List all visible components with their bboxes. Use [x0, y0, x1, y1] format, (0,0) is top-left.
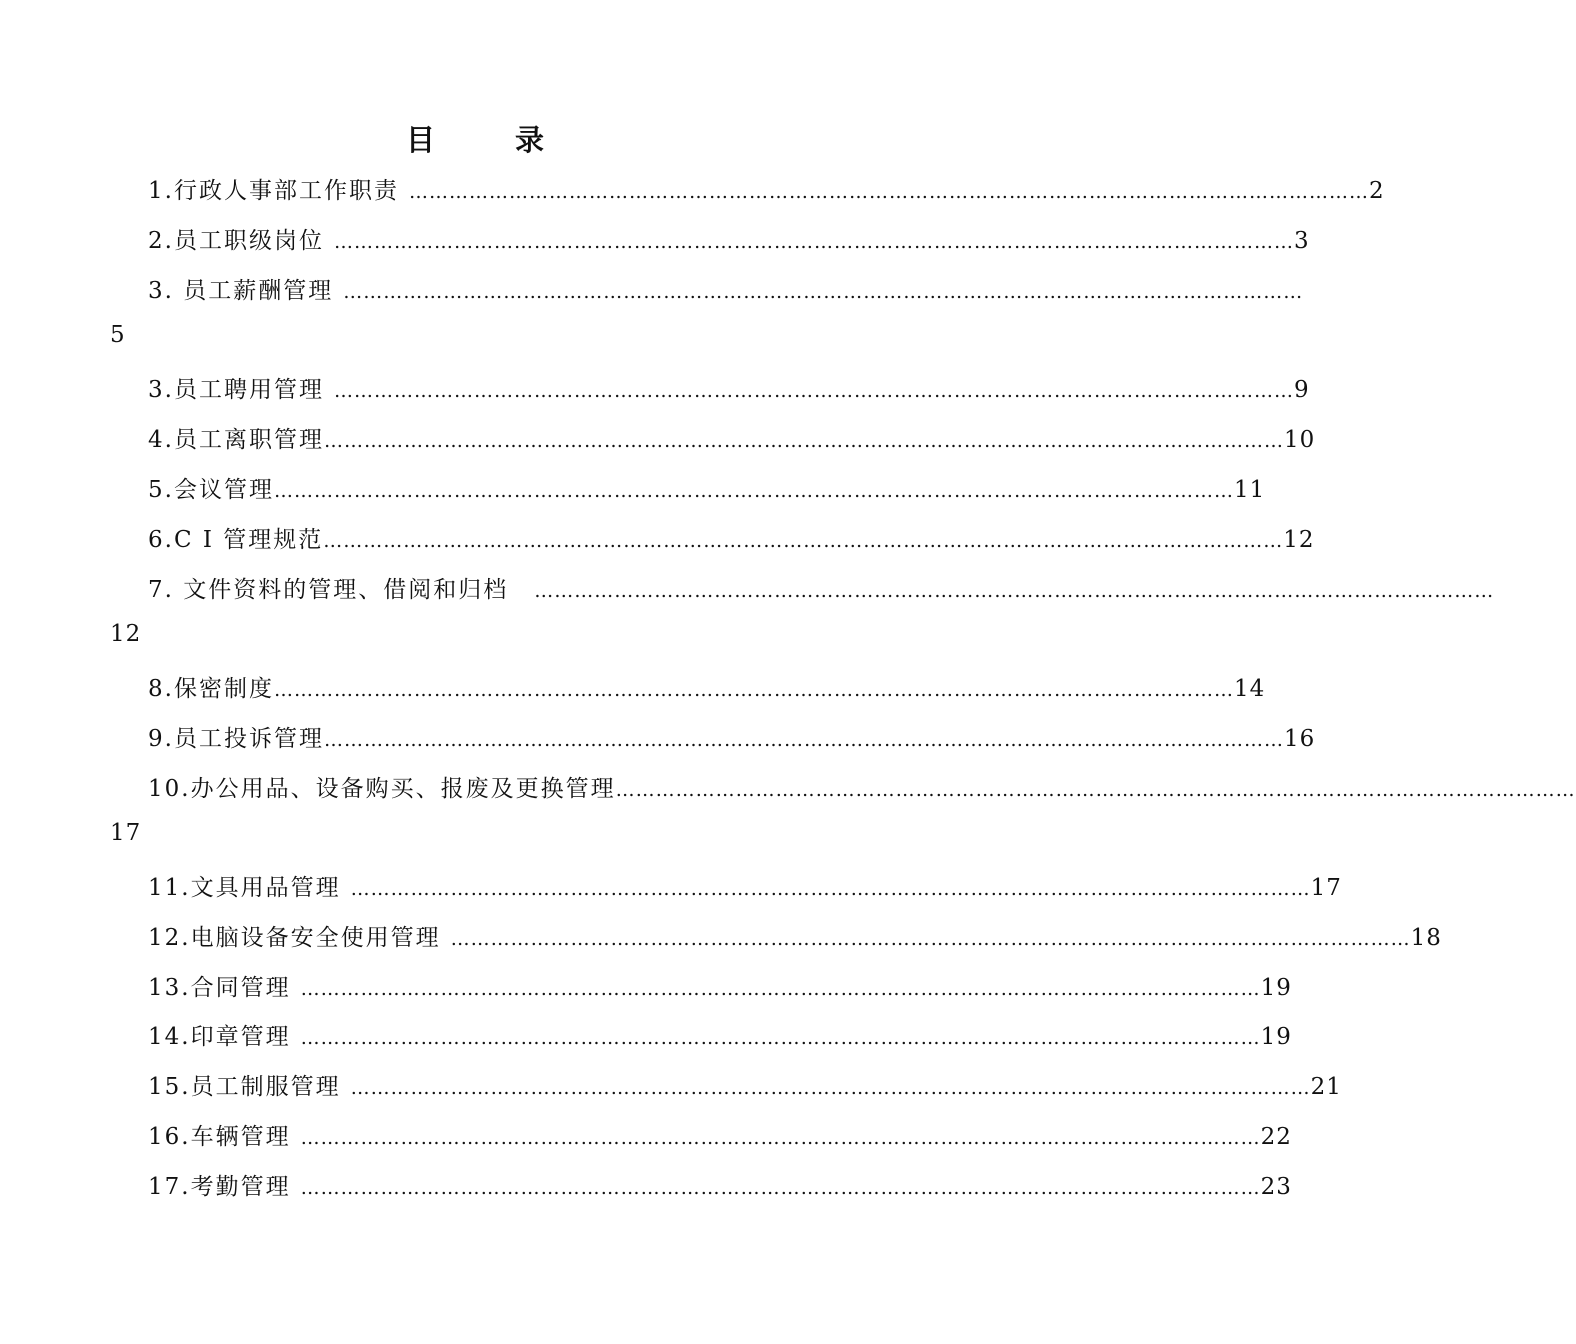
toc-entry-page: 14 [1233, 676, 1266, 702]
toc-leader-dots: ……………………………………………………………………………………………………………………………… [300, 1177, 1261, 1199]
toc-entry[interactable] [148, 969, 1292, 1001]
toc-title-char-2: 录 [515, 123, 545, 157]
toc-entry[interactable] [148, 720, 1316, 752]
toc-leader-dots: ……………………………………………………………………………………………………………………………… [300, 1027, 1261, 1049]
toc-entry-label: 12.电脑设备安全使用管理 [148, 925, 441, 951]
toc-title [0, 118, 950, 159]
toc-entry-label: 2.员工职级岗位 [148, 228, 324, 254]
toc-entry-label: 6.C I 管理规范 [148, 527, 324, 553]
toc-entry-label: 8.保密制度 [148, 676, 274, 702]
toc-entry-page: 21 [1310, 1074, 1342, 1100]
toc-title-char-1: 目 [405, 123, 435, 157]
toc-entry-page: 19 [1260, 975, 1292, 1001]
toc-entry-page: 18 [1410, 925, 1442, 951]
toc-entry-page: 9 [1293, 377, 1310, 403]
toc-entry-label: 15.员工制服管理 [148, 1074, 341, 1100]
toc-entry[interactable] [148, 919, 1442, 951]
toc-entry[interactable] [148, 272, 1304, 304]
toc-entry-page: 22 [1260, 1124, 1292, 1150]
toc-entry-page: 17 [1310, 875, 1342, 901]
toc-entry[interactable] [148, 571, 1495, 603]
toc-entry[interactable] [148, 421, 1316, 453]
toc-leader-dots: ……………………………………………………………………………………………………………………………… [534, 580, 1495, 602]
toc-entry[interactable] [148, 869, 1342, 901]
toc-entry-page: 10 [1283, 427, 1316, 453]
toc-entry-page: 2 [1368, 178, 1385, 204]
toc-leader-dots: ……………………………………………………………………………………………………………………………… [323, 530, 1284, 552]
toc-entry-label: 3.员工聘用管理 [148, 377, 324, 403]
toc-entry-page: 16 [1283, 726, 1316, 752]
toc-leader-dots: ……………………………………………………………………………………………………………………………… [323, 729, 1284, 751]
toc-leader-dots: ……………………………………………………………………………………………………………………………… [350, 878, 1311, 900]
toc-entry-label: 1.行政人事部工作职责 [148, 178, 399, 204]
toc-entry-page: 12 [110, 621, 142, 647]
toc-entry-page: 5 [110, 322, 126, 348]
toc-entry[interactable] [148, 770, 1576, 802]
toc-leader-dots: ……………………………………………………………………………………………………………………………… [450, 928, 1411, 950]
toc-entry[interactable] [148, 222, 1310, 254]
toc-leader-dots: ……………………………………………………………………………………………………………………………… [408, 181, 1369, 203]
toc-entry-page: 19 [1260, 1024, 1292, 1050]
toc-entry-page: 23 [1260, 1174, 1292, 1200]
toc-entry[interactable] [148, 521, 1315, 553]
toc-entry[interactable] [148, 471, 1266, 503]
toc-entry-label: 7. 文件资料的管理、借阅和归档 [148, 577, 509, 603]
toc-entry[interactable] [148, 371, 1310, 403]
toc-leader-dots: ……………………………………………………………………………………………………………………………… [615, 779, 1576, 801]
toc-entry-label: 4.员工离职管理 [148, 427, 324, 453]
toc-leader-dots: ……………………………………………………………………………………………………………………………… [350, 1077, 1311, 1099]
toc-entry[interactable] [148, 1118, 1292, 1150]
toc-entry-page: 3 [1293, 228, 1310, 254]
toc-leader-dots: ……………………………………………………………………………………………………………………………… [333, 231, 1294, 253]
toc-entry-label: 17.考勤管理 [148, 1174, 291, 1200]
toc-entry[interactable] [148, 670, 1266, 702]
toc-entry-label: 13.合同管理 [148, 975, 291, 1001]
toc-entry-label: 9.员工投诉管理 [148, 726, 324, 752]
toc-leader-dots: ……………………………………………………………………………………………………………………………… [323, 430, 1284, 452]
toc-entry-label: 16.车辆管理 [148, 1124, 291, 1150]
toc-entry[interactable] [148, 1168, 1292, 1200]
toc-entry-label: 11.文具用品管理 [148, 875, 341, 901]
toc-leader-dots: ……………………………………………………………………………………………………………………………… [300, 978, 1261, 1000]
toc-entry-label: 5.会议管理 [148, 477, 274, 503]
toc-entry-label: 14.印章管理 [148, 1024, 291, 1050]
toc-entry-label: 3. 员工薪酬管理 [148, 278, 334, 304]
toc-leader-dots: ……………………………………………………………………………………………………………………………… [343, 281, 1304, 303]
toc-entry-page: 12 [1283, 527, 1315, 553]
toc-leader-dots: ……………………………………………………………………………………………………………………………… [273, 480, 1234, 502]
toc-entry[interactable] [148, 1018, 1292, 1050]
toc-entry[interactable] [148, 1068, 1342, 1100]
toc-leader-dots: ……………………………………………………………………………………………………………………………… [333, 380, 1294, 402]
toc-entry-label: 10.办公用品、设备购买、报废及更换管理 [148, 776, 616, 802]
toc-leader-dots: ……………………………………………………………………………………………………………………………… [273, 679, 1234, 701]
toc-entry-page: 11 [1233, 477, 1266, 503]
toc-leader-dots: ……………………………………………………………………………………………………………………………… [300, 1127, 1261, 1149]
toc-entry-page: 17 [110, 820, 142, 846]
toc-entry[interactable] [148, 172, 1385, 204]
